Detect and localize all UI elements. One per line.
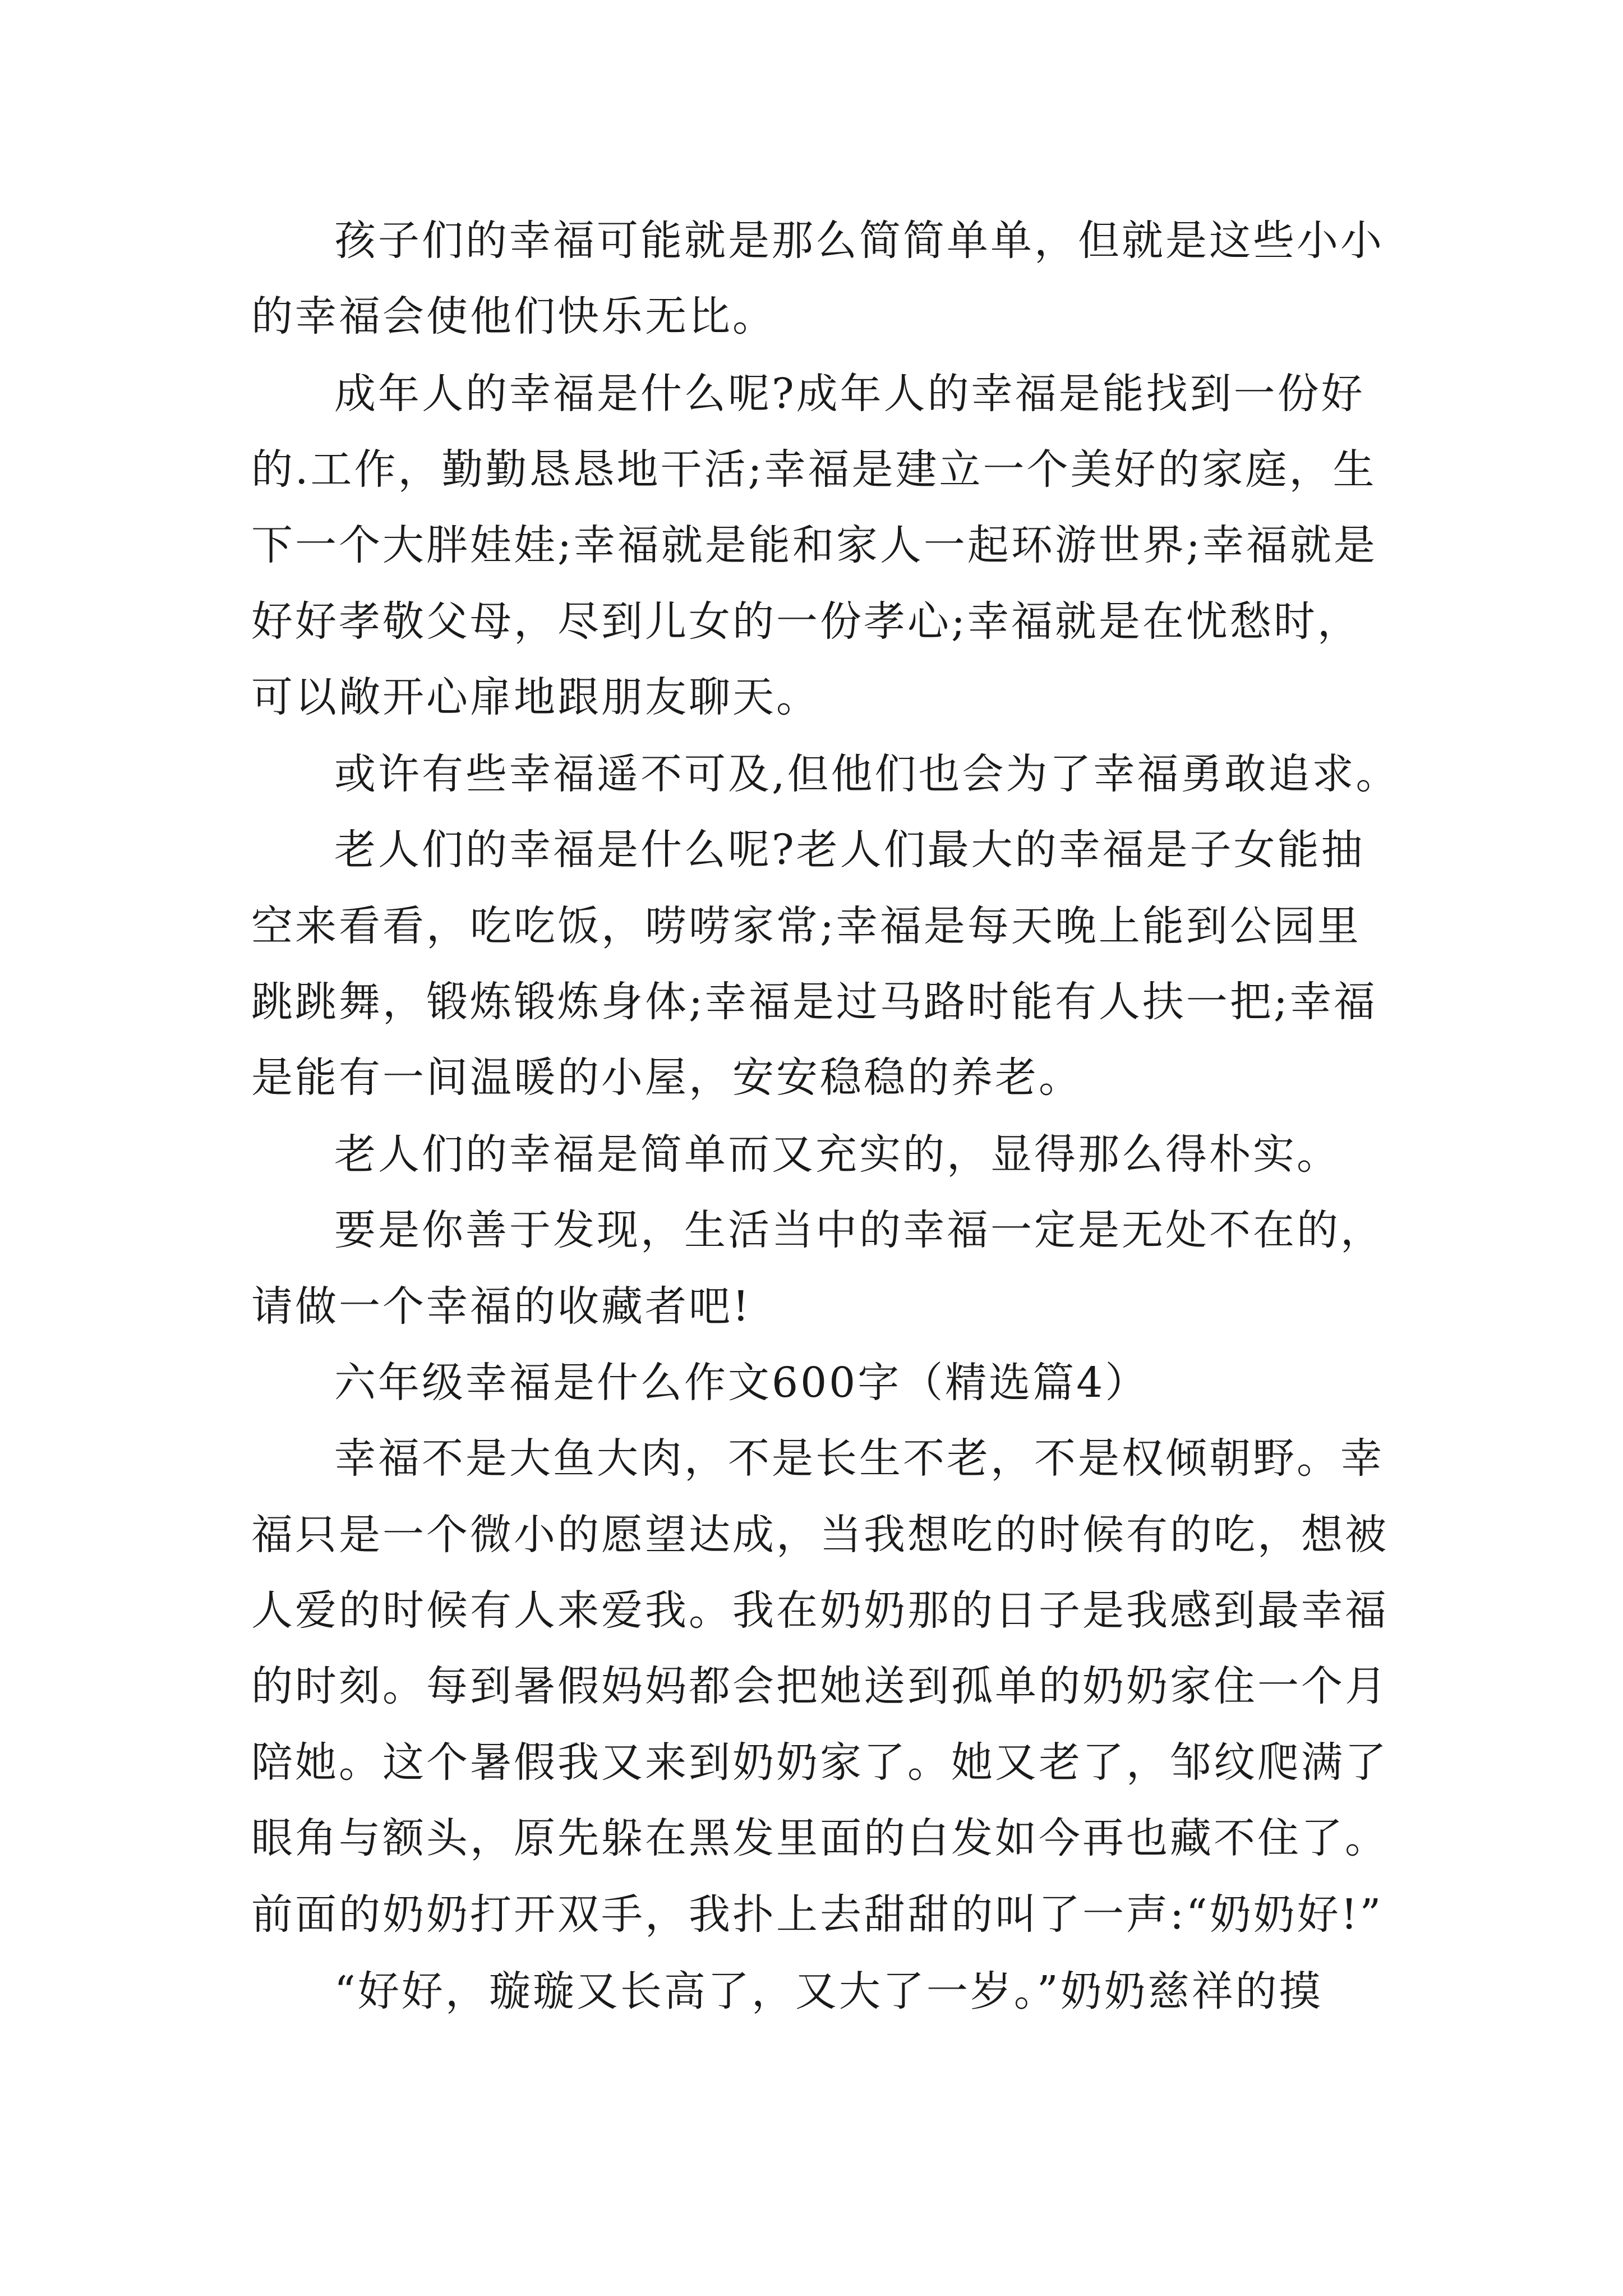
paragraph-line: 下一个大胖娃娃;幸福就是能和家人一起环游世界;幸福就是 [251,521,1377,569]
paragraph-line: 福只是一个微小的愿望达成，当我想吃的时候有的吃，想被 [251,1511,1389,1559]
paragraph-line: 前面的奶奶打开双手，我扑上去甜甜的叫了一声:“奶奶好!” [251,1890,1384,1939]
paragraph-line: 是能有一间温暖的小屋，安安稳稳的养老。 [251,1053,1082,1102]
paragraph-line: 眼角与额头，原先躲在黑发里面的白发如今再也藏不住了。 [251,1814,1389,1862]
paragraph-line: 人爱的时候有人来爱我。我在奶奶那的日子是我感到最幸福 [251,1586,1389,1635]
paragraph-line: 空来看看，吃吃饭，唠唠家常;幸福是每天晚上能到公园里 [251,902,1361,950]
paragraph-line: 要是你善于发现，生活当中的幸福一定是无处不在的， [334,1206,1384,1254]
paragraph-line: 的幸福会使他们快乐无比。 [251,292,776,341]
paragraph-line: 的时刻。每到暑假妈妈都会把她送到孤单的奶奶家住一个月 [251,1662,1389,1710]
section-heading: 六年级幸福是什么作文600字（精选篇4） [334,1359,1149,1407]
paragraph-line: 成年人的幸福是什么呢?成年人的幸福是能找到一份好 [334,370,1365,418]
paragraph-line: 可以敞开心扉地跟朋友聊天。 [251,673,820,721]
paragraph-line: 陪她。这个暑假我又来到奶奶家了。她又老了，邹纹爬满了 [251,1738,1389,1787]
paragraph-line: 幸福不是大鱼大肉，不是长生不老，不是权倾朝野。幸 [334,1434,1384,1483]
paragraph-line: “好好，璇璇又长高了，又大了一岁。”奶奶慈祥的摸 [334,1967,1323,2016]
paragraph-line: 或许有些幸福遥不可及,但他们也会为了幸福勇敢追求。 [334,750,1400,798]
paragraph-line: 请做一个幸福的收藏者吧! [251,1282,751,1331]
paragraph-line: 好好孝敬父母，尽到儿女的一份孝心;幸福就是在忧愁时， [251,597,1361,646]
paragraph-line: 老人们的幸福是什么呢?老人们最大的幸福是子女能抽 [334,826,1365,874]
paragraph-line: 老人们的幸福是简单而又充实的，显得那么得朴实。 [334,1130,1340,1179]
paragraph-line: 的.工作，勤勤恳恳地干活;幸福是建立一个美好的家庭，生 [251,445,1377,494]
paragraph-line: 孩子们的幸福可能就是那么简简单单，但就是这些小小 [334,217,1384,265]
paragraph-line: 跳跳舞，锻炼锻炼身体;幸福是过马路时能有人扶一把;幸福 [251,978,1377,1026]
